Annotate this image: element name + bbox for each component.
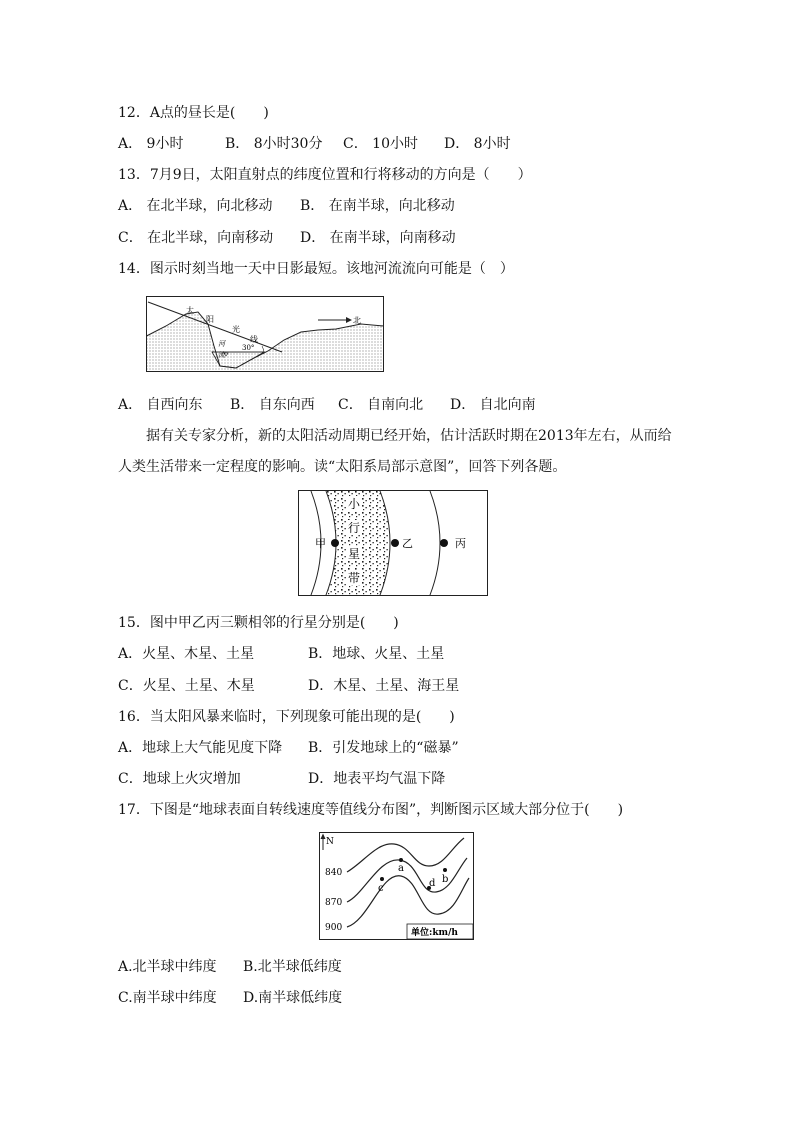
q17-option-b: B.北半球低纬度 <box>243 959 342 975</box>
q17-stem: 17．下图是“地球表面自转线速度等值线分布图”，判断图示区域大部分位于( ) <box>118 802 624 818</box>
river-cross-section-figure <box>146 296 384 372</box>
label-yi: 乙 <box>402 537 413 550</box>
planet-jia <box>331 539 339 547</box>
q16-option-c: C．地球上火灾增加 <box>118 771 241 787</box>
q15-option-b: B．地球、火星、土星 <box>308 646 445 662</box>
q15-option-d: D．木星、土星、海王星 <box>308 678 460 694</box>
q13-stem: 13．7月9日，太阳直射点的纬度位置和行将移动的方向是（ ） <box>118 167 532 183</box>
q15-option-a: A．火星、木星、土星 <box>118 646 255 662</box>
q17-option-a: A.北半球中纬度 <box>118 959 217 975</box>
label-tai: 太 <box>186 306 194 315</box>
q13-option-b: B． 在南半球，向北移动 <box>300 198 455 214</box>
q16-stem: 16．当太阳风暴来临时，下列现象可能出现的是( ) <box>118 709 455 725</box>
label-xian: 线 <box>250 335 258 344</box>
q14-option-b: B． 自东向西 <box>230 397 315 413</box>
point-b <box>443 868 447 872</box>
planet-bing <box>440 539 448 547</box>
q16-option-a: A．地球上大气能见度下降 <box>118 740 283 756</box>
label-guang: 光 <box>232 325 240 334</box>
passage-line-1: 据有关专家分析，新的太阳活动周期已经开始，估计活跃时期在2013年左右，从而给 <box>146 428 672 444</box>
belt-char-3: 星 <box>348 547 361 561</box>
isoline-label-900: 900 <box>325 923 343 933</box>
q16-option-d: D．地表平均气温下降 <box>308 771 446 787</box>
point-d-label: d <box>429 878 436 889</box>
q12-option-d: D． 8小时 <box>444 136 511 152</box>
passage-line-2: 人类生活带来一定程度的影响。读“太阳系局部示意图”，回答下列各题。 <box>118 459 567 475</box>
q12-option-a: A． 9小时 <box>118 136 184 152</box>
q13-option-c: C． 在北半球，向南移动 <box>118 230 274 246</box>
q15-stem: 15．图中甲乙丙三颗相邻的行星分别是( ) <box>118 615 399 631</box>
isoline-label-870: 870 <box>325 898 343 908</box>
belt-char-1: 小 <box>348 497 361 511</box>
q16-option-b: B．引发地球上的“磁暴” <box>308 740 459 756</box>
q13-option-a: A． 在北半球，向北移动 <box>118 198 273 214</box>
label-liu: 流 <box>218 351 225 359</box>
label-he: 河 <box>218 340 225 348</box>
point-b-label: b <box>442 874 449 885</box>
north-label: N <box>326 837 334 847</box>
label-bing: 丙 <box>455 537 466 550</box>
label-jia: 甲 <box>315 537 326 550</box>
q17-option-c: C.南半球中纬度 <box>118 990 217 1006</box>
q14-stem: 14．图示时刻当地一天中日影最短。该地河流流向可能是（ ） <box>118 261 514 277</box>
q12-stem: 12．A点的昼长是( ) <box>118 105 269 121</box>
isoline-label-840: 840 <box>325 868 343 878</box>
angle-label: 30° <box>242 344 255 352</box>
q14-option-a: A． 自西向东 <box>118 397 203 413</box>
solar-system-figure <box>298 490 488 596</box>
point-a <box>399 858 403 862</box>
planet-yi <box>391 539 399 547</box>
point-a-label: a <box>398 863 404 874</box>
belt-char-4: 带 <box>348 571 361 585</box>
label-yang: 阳 <box>206 315 214 324</box>
q15-option-c: C．火星、土星、木星 <box>118 678 255 694</box>
q17-option-d: D.南半球低纬度 <box>243 990 343 1006</box>
rotation-speed-isoline-figure <box>319 832 474 940</box>
q13-option-d: D． 在南半球，向南移动 <box>300 230 456 246</box>
unit-label: 单位:km/h <box>411 928 458 938</box>
q14-option-d: D． 自北向南 <box>450 397 536 413</box>
belt-char-2: 行 <box>348 521 361 535</box>
q12-option-b: B． 8小时30分 <box>225 136 323 152</box>
q12-option-c: C． 10小时 <box>343 136 418 152</box>
point-c-label: c <box>378 883 384 894</box>
point-c <box>380 877 384 881</box>
north-label: 北 <box>353 316 361 325</box>
q14-option-c: C． 自南向北 <box>338 397 424 413</box>
